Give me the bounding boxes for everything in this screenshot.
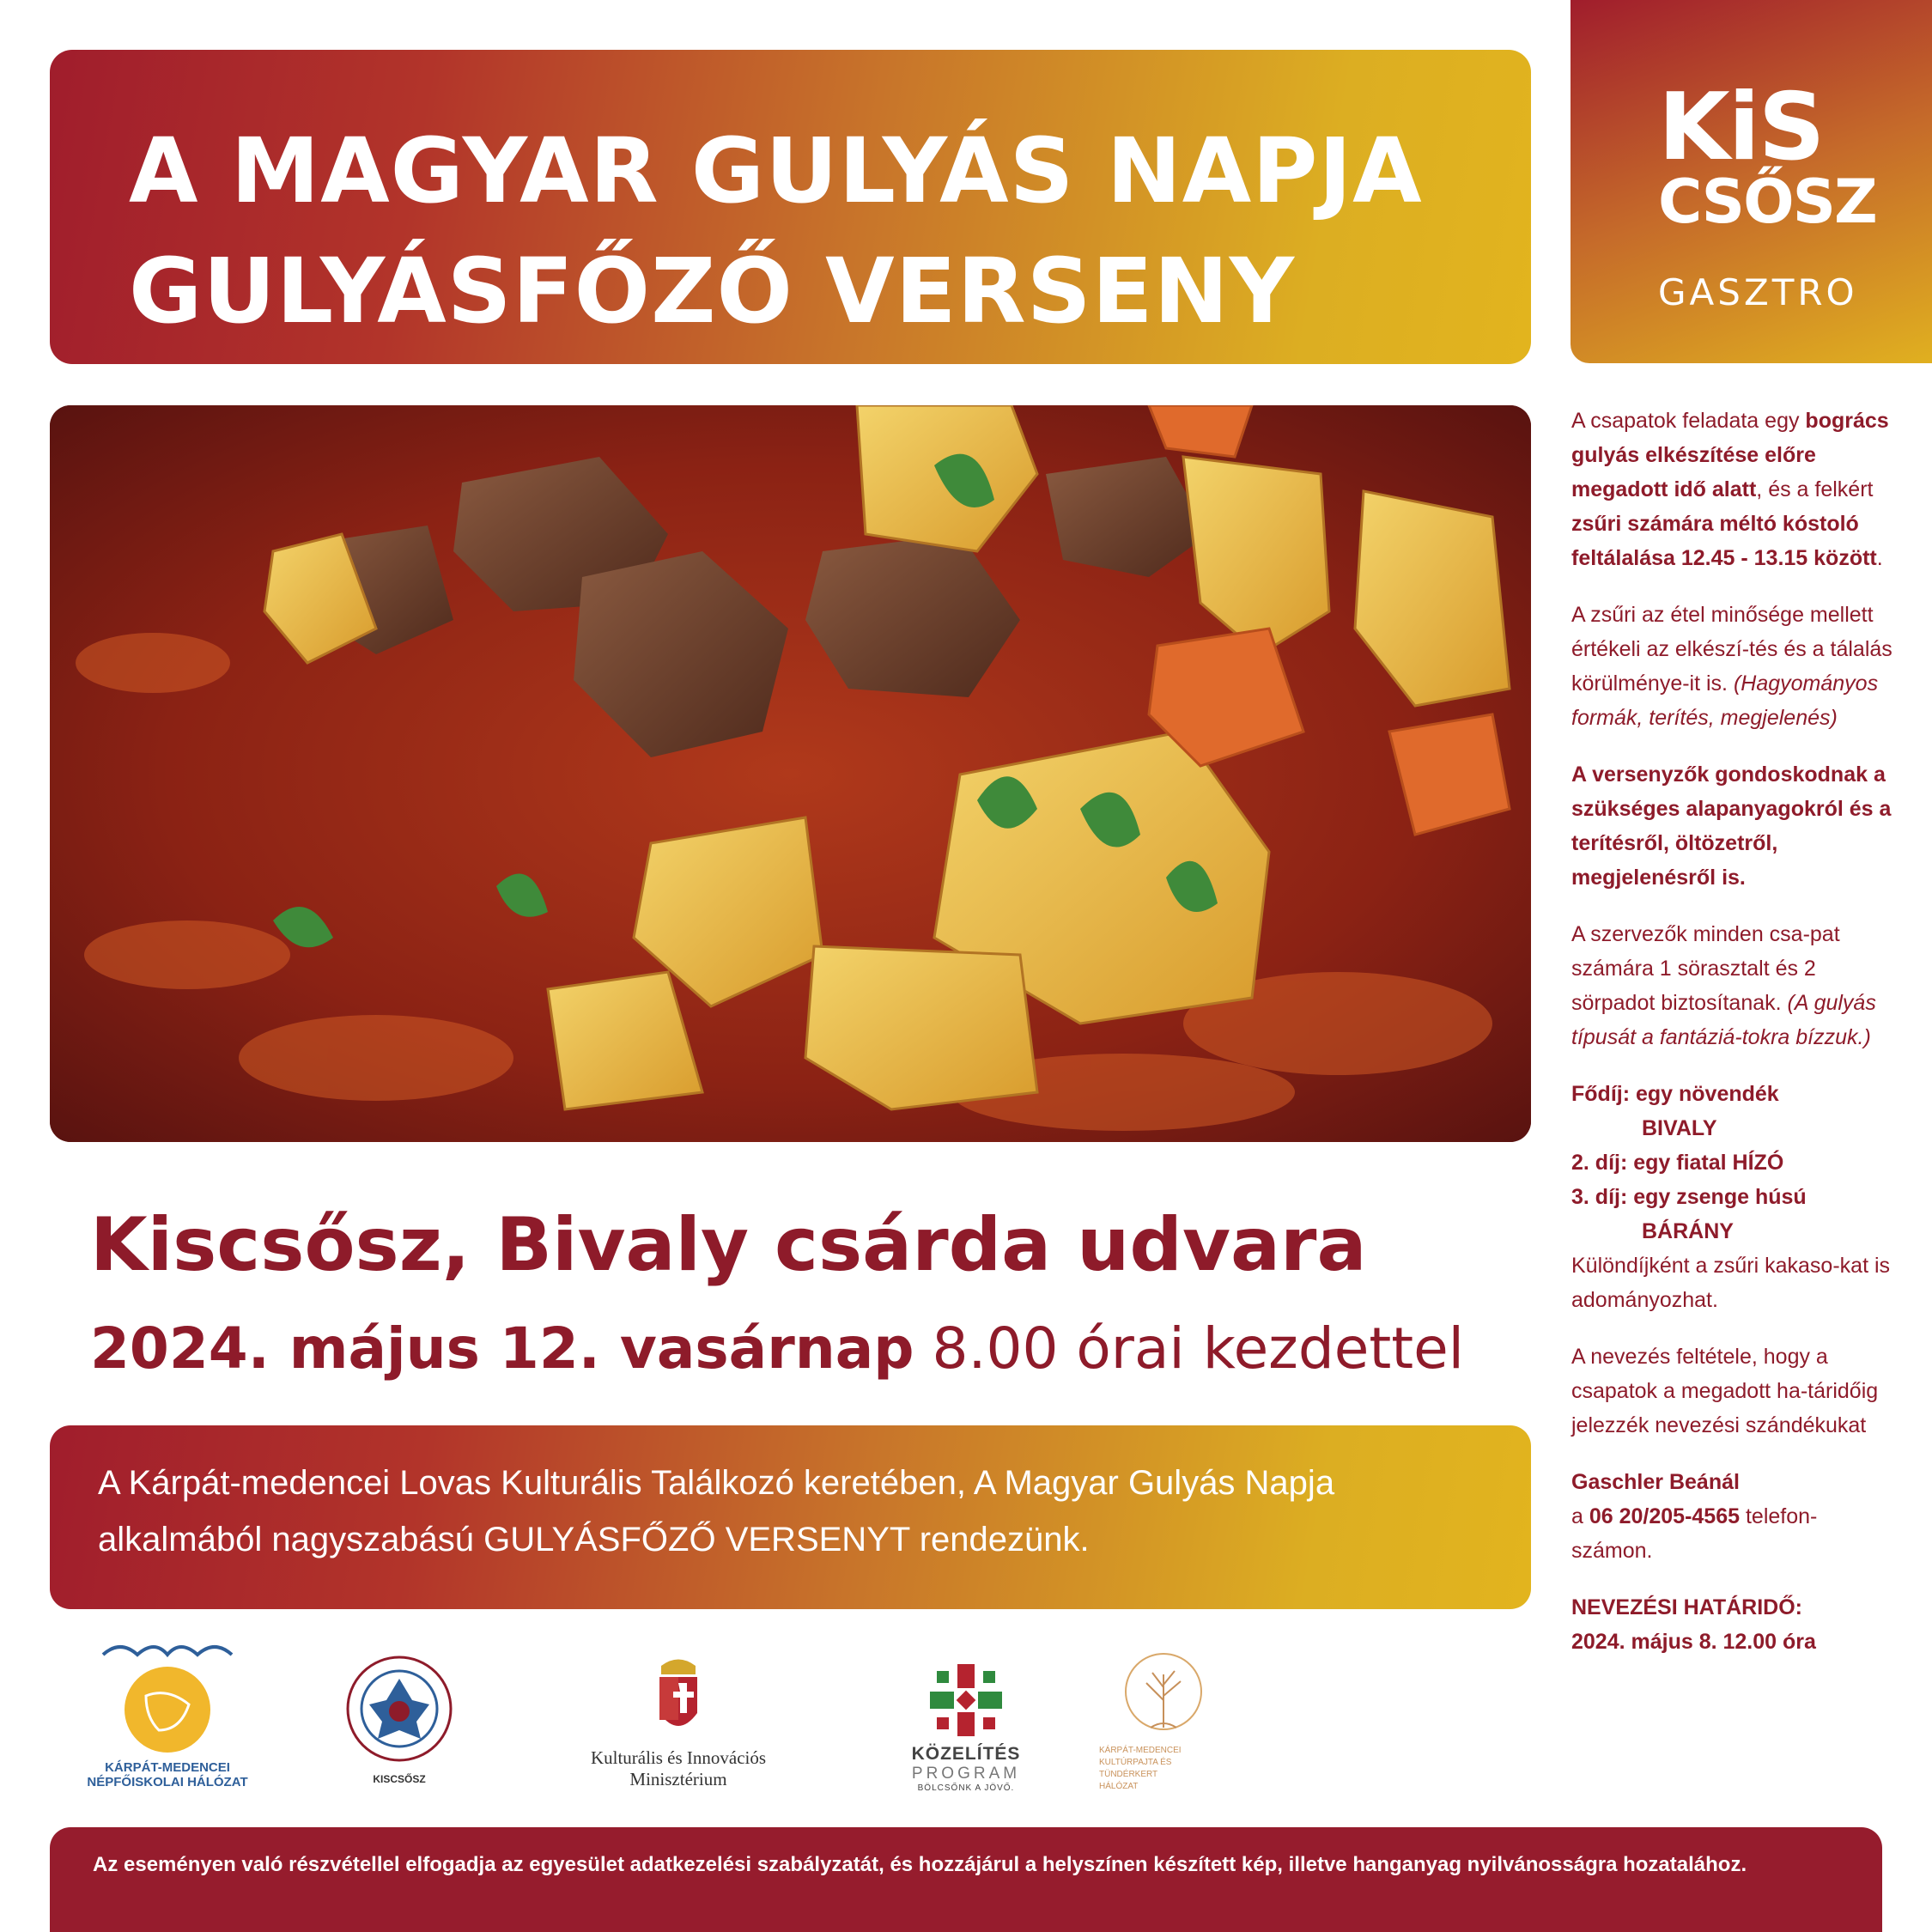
logo5-line2: KULTÚRPAJTA ÉS	[1099, 1758, 1172, 1767]
description-part-1: A Kárpát-medencei Lovas Kulturális Találkozó keretében, A Magyar Gulyás Napja alkalmából nagyszabású	[98, 1464, 1335, 1558]
logo4-line1: KÖZELÍTÉS	[911, 1744, 1021, 1764]
logo-kulturpajta	[1099, 1649, 1219, 1803]
title-line-2: GULYÁSFŐZŐ VERSENY	[129, 239, 1296, 343]
logo5-line1: KÁRPÁT-MEDENCEI	[1099, 1746, 1182, 1755]
brand-gasztro: GASZTRO	[1658, 271, 1858, 313]
brand-csosz: CSŐSZ	[1658, 167, 1876, 237]
prizes: Fődíj: egy növendék BIVALY 2. díj: egy fiatal HÍZÓ 3. díj: egy zsenge húsú BÁRÁNY Különdíjként a zsűri kakaso-kat is adományozhat.	[1571, 1082, 1891, 1312]
logo5-line4: HÁLÓZAT	[1099, 1782, 1139, 1791]
goulash-illustration	[50, 405, 1531, 1142]
logo-karpat-nepfoiskolai	[86, 1636, 249, 1807]
sidebar-rules	[1571, 404, 1898, 1681]
logo3-line2: Minisztérium	[629, 1769, 727, 1789]
logo1-line1: KÁRPÁT-MEDENCEI	[105, 1760, 230, 1775]
contact: Gaschler Beánál a 06 20/205-4565 telefon-számon.	[1571, 1470, 1818, 1563]
rules-furniture: A szervezők minden csa-pat számára 1 sörasztalt és 2 sörpadot biztosítanak. (A gulyás típusát a fantáziá-tokra bízzuk.)	[1571, 922, 1876, 1049]
description-highlight: GULYÁSFŐZŐ VERSENYT	[483, 1521, 910, 1558]
date-time: 8.00 órai kezdettel	[914, 1315, 1465, 1382]
rules-judging: A zsűri az étel minősége mellett értékeli az elkészí-tés és a tálalás körülménye-it is. (Hagyományos formák, terítés, megjelenés)	[1571, 603, 1893, 730]
logo4-line2: PROGRAM	[911, 1765, 1021, 1783]
logo3-line1: Kulturális és Innovációs	[590, 1747, 767, 1768]
tree-of-life-icon	[1108, 1649, 1219, 1743]
rules-task: A csapatok feladata egy bogrács gulyás elkészítése előre megadott idő alatt, és a felkért zsűri számára méltó kóstoló feltálalása 12.45 - 13.15 között.	[1571, 409, 1889, 570]
logo-kozelites	[893, 1662, 1039, 1799]
prize2: 2. díj: egy fiatal HÍZÓ	[1571, 1151, 1784, 1175]
logo4-line3: BÖLCSŐNK A JÖVŐ.	[917, 1783, 1015, 1793]
logo1-line2: NÉPFŐISKOLAI HÁLÓZAT	[87, 1775, 248, 1789]
footer-bar	[50, 1827, 1882, 1932]
rules-ingredients: A versenyzők gondoskodnak a szükséges alapanyagokról és a terítésről, öltözetről, megjelenésről is.	[1571, 762, 1892, 890]
deadline-value: 2024. május 8. 12.00 óra	[1571, 1630, 1816, 1654]
logo-elo-forras	[343, 1653, 455, 1799]
prize3-animal: BÁRÁNY	[1642, 1219, 1734, 1243]
description-banner	[50, 1425, 1531, 1609]
deadline	[1571, 1590, 1898, 1659]
entry-condition: A nevezés feltétele, hogy a csapatok a megadott ha-táridőig jelezzék nevezési szándékukat	[1571, 1345, 1879, 1437]
elo-forras-emblem-icon	[343, 1653, 455, 1773]
goulash-photo	[50, 405, 1531, 1142]
special-prize: Különdíjként a zsűri kakaso-kat is adományozhat.	[1571, 1254, 1891, 1312]
description-text	[98, 1455, 1498, 1568]
title-banner	[50, 50, 1531, 364]
title-line-1: A MAGYAR GULYÁS NAPJA	[129, 118, 1423, 223]
kiscsosz-gasztro-logo	[1571, 0, 1932, 363]
logo-kim	[550, 1653, 807, 1799]
footer-disclaimer: Az eseményen való részvétellel elfogadja az egyesület adatkezelési szabályzatát, és hozzájárul a helyszínen készített kép, illetve hanganyag nyilvánosságra hozatalához.	[93, 1853, 1747, 1876]
prize3: 3. díj: egy zsenge húsú	[1571, 1185, 1807, 1209]
contact-phone: 06 20/205-4565	[1589, 1504, 1741, 1528]
prize1-label: Fődíj:	[1571, 1082, 1631, 1106]
brand-kis: KiS	[1658, 74, 1824, 181]
logo5-line3: TÜNDÉRKERT	[1099, 1770, 1158, 1779]
nepfoiskola-emblem-icon	[86, 1636, 249, 1756]
description-part-2: rendezünk.	[909, 1521, 1090, 1558]
venue-heading: Kiscsősz, Bivaly csárda udvara	[90, 1202, 1367, 1288]
logo2-bottom: KISCSŐSZ	[373, 1773, 426, 1785]
hungarian-coat-of-arms-icon	[550, 1653, 807, 1743]
date-line	[90, 1315, 1464, 1382]
prize1-animal: BIVALY	[1642, 1116, 1717, 1140]
date-bold: 2024. május 12. vasárnap	[90, 1315, 914, 1382]
deadline-label: NEVEZÉSI HATÁRIDŐ:	[1571, 1595, 1802, 1619]
kozelites-star-icon	[893, 1662, 1039, 1739]
